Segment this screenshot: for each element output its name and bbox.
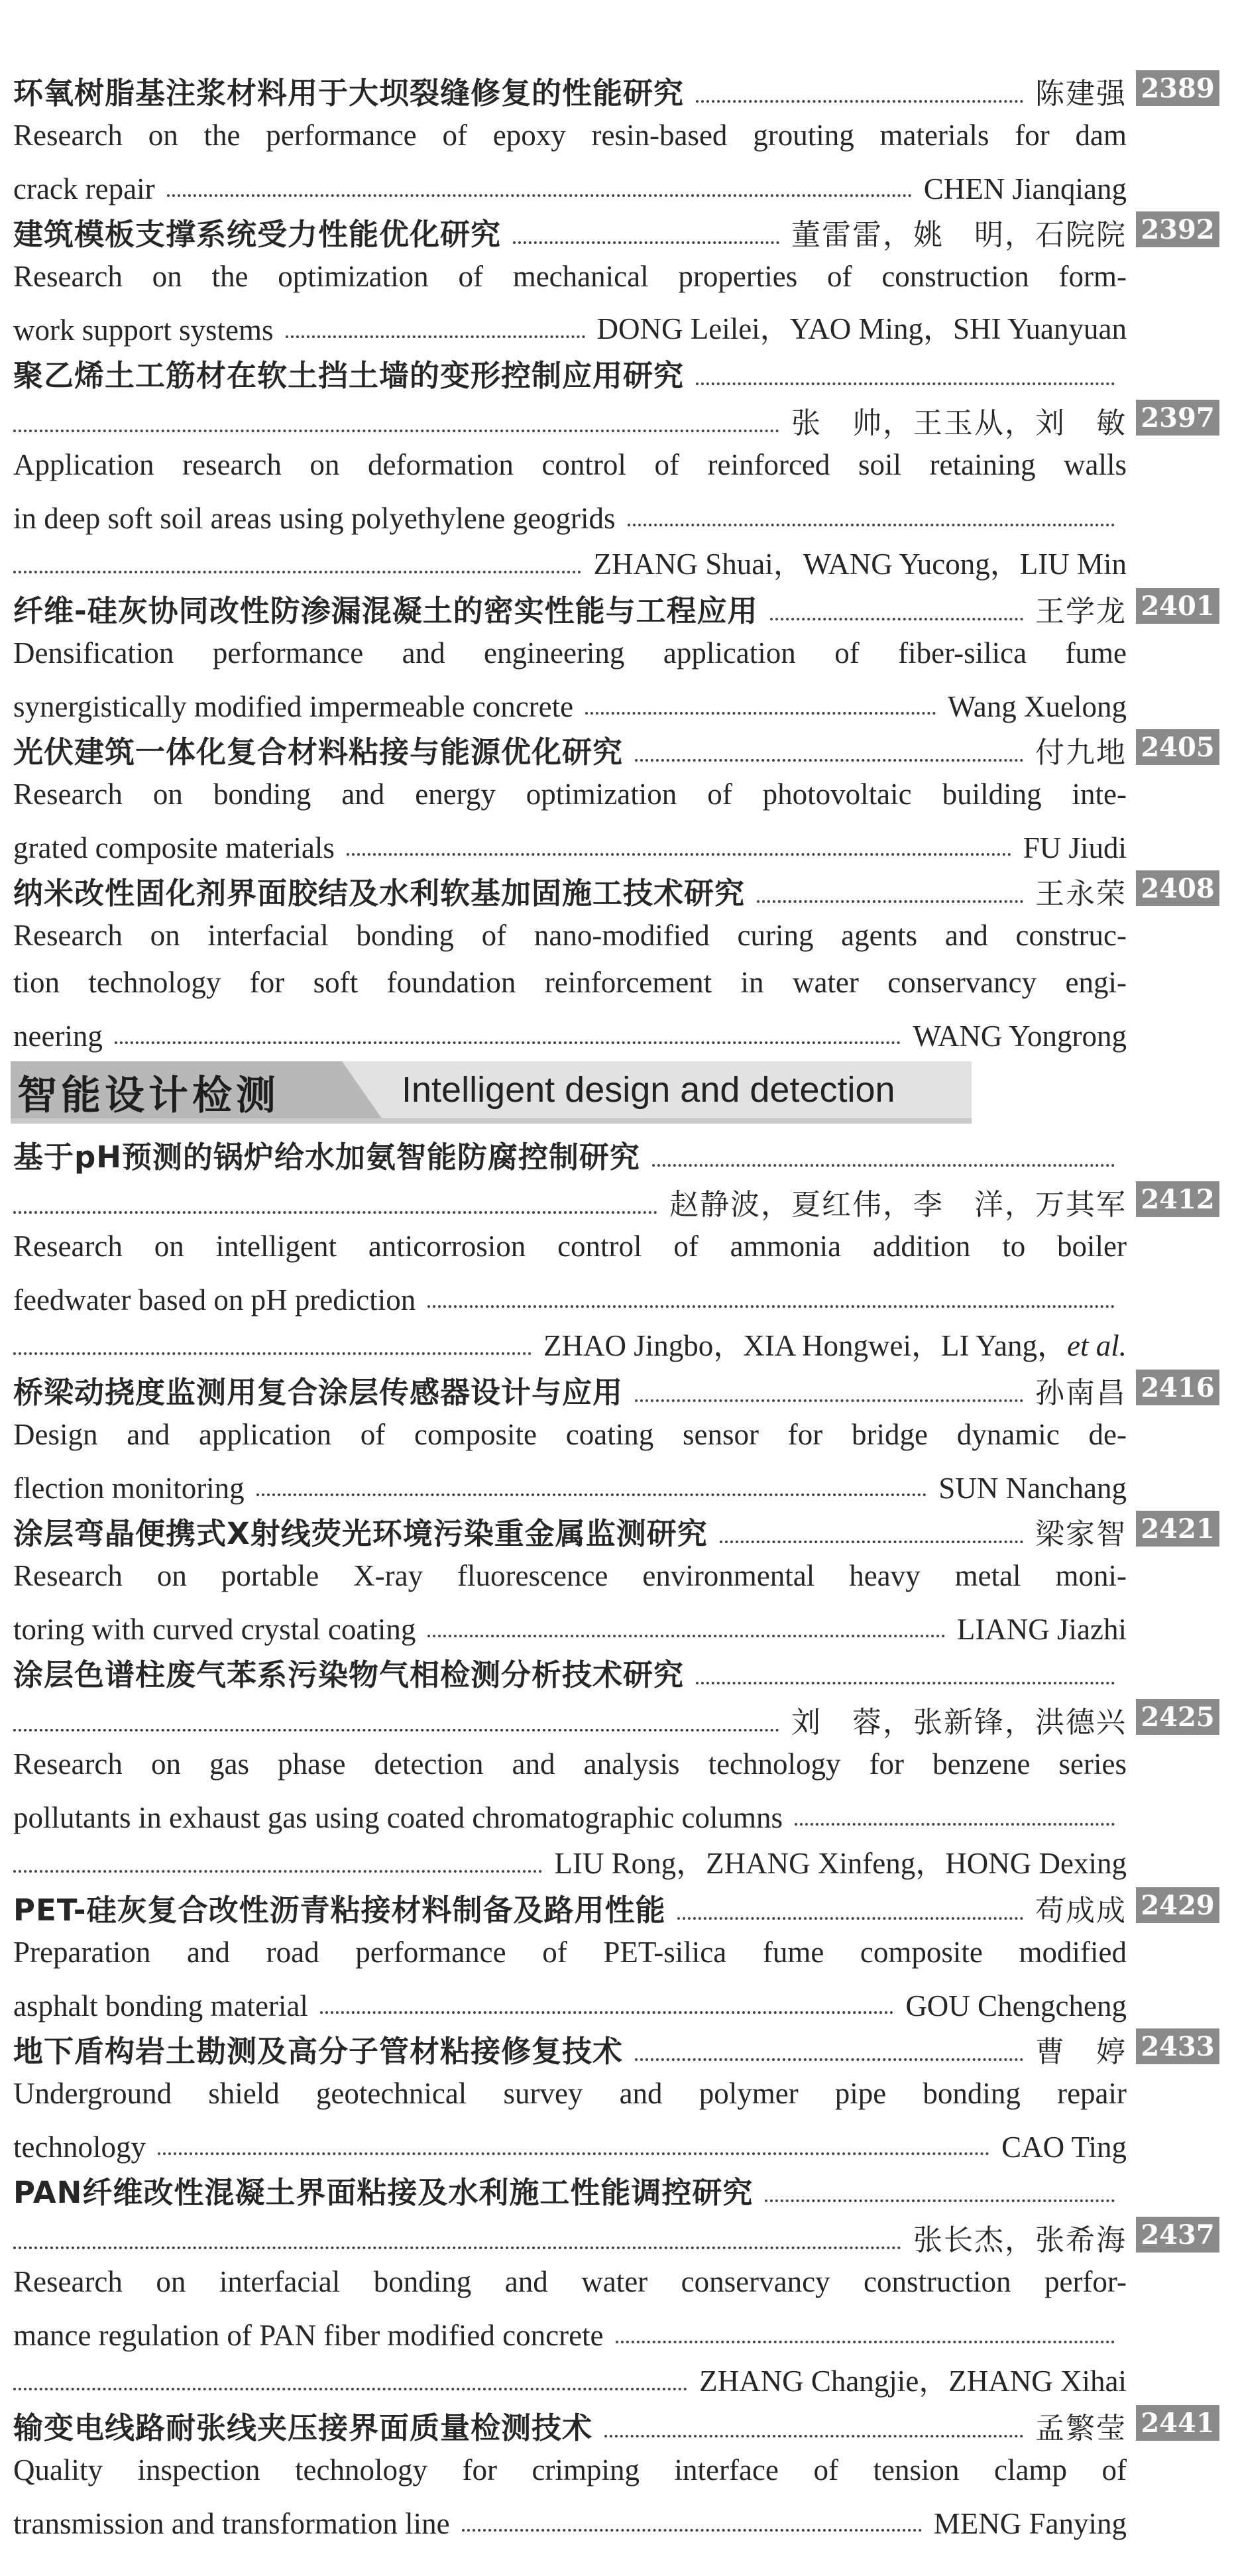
toc-entry[interactable] [13,1505,1215,1647]
page-number-badge[interactable]: 2392 [1136,211,1219,247]
entry-authors-en-main: ZHAO Jingbo，XIA Hongwei，LI Yang， [543,1329,1068,1362]
entry-authors-en: CAO Ting [1001,2131,1127,2164]
entry-authors-en: GOU Chengcheng [905,1989,1127,2022]
entry-title-en-line: Research on interfacial bonding and water conservancy construction perfor- [13,2265,1127,2298]
page-number-badge[interactable]: 2389 [1136,70,1219,106]
entry-authors-zh: 王学龙 [1035,595,1127,628]
leader-dots [616,2341,1115,2343]
leader-dots [770,618,1023,620]
leader-dots [462,2529,922,2532]
entry-title-zh: 聚乙烯土工筋材在软土挡土墙的变形控制应用研究 [13,358,685,393]
table-of-contents [13,65,1215,2541]
leader-dots [585,712,936,715]
entry-title-en-last: crack repair [13,172,155,205]
leader-dots [167,194,912,197]
entry-authors-zh: 孙南昌 [1035,1376,1127,1410]
page-number-badge[interactable]: 2416 [1136,1370,1219,1405]
leader-dots [427,1635,944,1637]
toc-entry[interactable] [13,1129,1215,1364]
entry-title-zh: 涂层弯晶便携式X射线荧光环境污染重金属监测研究 [13,1516,708,1551]
entry-title-en-line: Research on gas phase detection and analysis technology for benzene series [13,1747,1127,1781]
entry-title-en-line: Underground shield geotechnical survey and polymer pipe bonding repair [13,2077,1127,2110]
leader-dots [604,2435,1023,2437]
entry-authors-en: Wang Xuelong [947,690,1127,723]
entry-title-en-line: Quality inspection technology for crimping interface of tension clamp of [13,2453,1127,2487]
entry-title-en-last: asphalt bonding material [13,1989,308,2022]
leader-dots [720,1541,1023,1543]
leader-dots [513,241,779,244]
section-title-en: Intelligent design and detection [402,1070,895,1110]
leader-dots [628,524,1115,526]
entry-title-en-last: grated composite materials [13,831,335,864]
entry-title-en-last: work support systems [13,314,274,347]
leader-dots [757,900,1023,903]
leader-dots [158,2152,989,2155]
entry-title-en-last: flection monitoring [13,1472,245,1505]
entry-title-en-last: technology [13,2131,146,2164]
entry-title-en-line: Application research on deformation control of reinforced soil retaining walls [13,448,1127,481]
entry-title-en-last: in deep soft soil areas using polyethylene geogrids [13,502,616,535]
toc-entry[interactable] [13,347,1215,583]
leader-dots [256,1493,927,1496]
page-number-badge[interactable]: 2441 [1136,2405,1219,2441]
entry-authors-zh: 张长杰，张希海 [913,2223,1127,2257]
toc-entry[interactable] [13,865,1215,1053]
entry-title-zh: 涂层色谱柱废气苯系污染物气相检测分析技术研究 [13,1657,685,1692]
section-title-zh: 智能设计检测 [17,1073,280,1119]
leader-dots [795,1823,1115,1826]
entry-authors-en: ZHANG Changjie，ZHANG Xihai [699,2365,1127,2398]
entry-title-en-line: Research on the performance of epoxy resin-based grouting materials for dam [13,119,1127,152]
toc-entry[interactable] [13,724,1215,865]
entry-title-en-last: toring with curved crystal coating [13,1613,416,1646]
toc-entry[interactable] [13,1882,1215,2023]
toc-entry[interactable] [13,2164,1215,2400]
leader-dots [13,571,581,573]
leader-dots [347,853,1011,856]
leader-dots [635,2058,1023,2061]
page-number-badge[interactable]: 2425 [1136,1699,1219,1735]
entry-authors-zh: 王永荣 [1035,877,1127,911]
entry-title-zh: 光伏建筑一体化复合材料粘接与能源优化研究 [13,734,624,770]
entry-title-en-last: neering [13,1020,103,1053]
entry-title-en-last: synergistically modified impermeable concrete [13,690,574,723]
page-number-badge[interactable]: 2397 [1136,400,1219,436]
entry-authors-zh: 梁家智 [1035,1517,1127,1551]
leader-dots [13,1352,532,1355]
entry-authors-en: DONG Leilei，YAO Ming，SHI Yuanyuan [596,312,1127,345]
entry-authors-en: ZHANG Shuai，WANG Yucong，LIU Min [593,548,1127,581]
page-number-badge[interactable]: 2421 [1136,1511,1219,1547]
entry-title-en-line: Research on the optimization of mechanical properties of construction form- [13,260,1127,293]
entry-authors-en: LIANG Jiazhi [956,1613,1127,1646]
entry-title-zh: 基于pH预测的锅炉给水加氨智能防腐控制研究 [13,1140,640,1175]
entry-title-en-line: Research on interfacial bonding of nano-modified curing agents and construc- [13,919,1127,952]
entry-title-en-line: Densification performance and engineering application of fiber-silica fume [13,636,1127,670]
leader-dots [765,2199,1115,2202]
leader-dots [427,1305,1115,1308]
entry-authors-zh: 曹 婷 [1035,2035,1127,2069]
toc-entry[interactable] [13,206,1215,347]
entry-title-zh: 纳米改性固化剂界面胶结及水利软基加固施工技术研究 [13,876,746,911]
toc-entry[interactable] [13,1647,1215,1882]
leader-dots [652,1164,1115,1167]
entry-authors-en: CHEN Jianqiang [923,172,1127,205]
entry-title-en-line: tion technology for soft foundation reinforcement in water conservancy engi- [13,966,1127,999]
entry-authors-zh: 孟繁莹 [1035,2412,1127,2445]
entry-title-zh: 输变电线路耐张线夹压接界面质量检测技术 [13,2410,593,2445]
entry-title-en-line: Preparation and road performance of PET-silica fume composite modified [13,1936,1127,1969]
leader-dots [115,1041,901,1044]
entry-authors-en: SUN Nanchang [938,1472,1127,1505]
entry-title-en-line: Research on intelligent anticorrosion control of ammonia addition to boiler [13,1230,1127,1263]
page-number-badge[interactable]: 2429 [1136,1887,1219,1923]
toc-entry[interactable] [13,65,1215,206]
page-number-badge[interactable]: 2437 [1136,2217,1219,2253]
entry-title-zh: 环氧树脂基注浆材料用于大坝裂缝修复的性能研究 [13,76,685,111]
leader-dots [13,1870,542,1873]
page-number-badge[interactable]: 2408 [1136,870,1219,906]
entry-title-en-last: pollutants in exhaust gas using coated chromatographic columns [13,1801,783,1834]
leader-dots [696,100,1023,103]
entry-title-zh: PAN纤维改性混凝土界面粘接及水利施工性能调控研究 [13,2175,754,2210]
entry-authors-zh: 董雷雷，姚 明，石院院 [791,218,1127,252]
entry-authors-en: LIU Rong，ZHANG Xinfeng，HONG Dexing [554,1847,1127,1880]
entry-title-en-last: feedwater based on pH prediction [13,1283,416,1317]
leader-dots [677,1917,1023,1920]
leader-dots [13,1729,779,1731]
entry-authors-en-etal: et al. [1067,1329,1127,1362]
entry-authors-zh: 陈建强 [1035,77,1127,111]
entry-title-en-line: Design and application of composite coating sensor for bridge dynamic de- [13,1418,1127,1451]
page-number-badge[interactable]: 2412 [1136,1181,1219,1217]
entry-authors-zh: 刘 蓉，张新锋，洪德兴 [791,1706,1127,1739]
section-header [11,1061,1127,1128]
entry-title-zh: 地下盾构岩土勘测及高分子管材粘接修复技术 [13,2034,624,2069]
toc-entry[interactable] [13,583,1215,724]
entry-authors-en: MENG Fanying [933,2507,1127,2540]
entry-title-en-line: Research on bonding and energy optimization of photovoltaic building inte- [13,778,1127,811]
entry-authors-zh: 张 帅，王玉从，刘 敏 [791,406,1127,440]
entry-title-zh: 桥梁动挠度监测用复合涂层传感器设计与应用 [13,1375,624,1410]
leader-dots [13,2247,901,2249]
entry-authors-en [543,1321,1127,1364]
page-number-badge[interactable]: 2433 [1136,2028,1219,2064]
entry-authors-en: FU Jiudi [1023,831,1127,864]
entry-title-zh: PET-硅灰复合改性沥青粘接材料制备及路用性能 [13,1893,666,1928]
entry-authors-zh: 苟成成 [1035,1894,1127,1928]
toc-entry[interactable] [13,1364,1215,1505]
entry-authors-zh: 付九地 [1035,736,1127,770]
entry-title-en-last: transmission and transformation line [13,2507,450,2540]
page-number-badge[interactable]: 2405 [1136,729,1219,765]
leader-dots [13,430,779,432]
leader-dots [635,759,1023,762]
leader-dots [13,2388,687,2390]
entry-title-zh: 纤维-硅灰协同改性防渗漏混凝土的密实性能与工程应用 [13,593,758,628]
entry-title-zh: 建筑模板支撑系统受力性能优化研究 [13,217,502,252]
leader-dots [320,2011,893,2014]
leader-dots [635,1399,1023,1402]
entry-title-en-line: Research on portable X-ray fluorescence environmental heavy metal moni- [13,1559,1127,1592]
leader-dots [13,1211,657,1214]
leader-dots [696,382,1115,385]
entry-title-en-last: mance regulation of PAN fiber modified concrete [13,2319,604,2352]
entry-authors-zh: 赵静波，夏红伟，李 洋，万其军 [669,1188,1127,1222]
entry-authors-en: WANG Yongrong [913,1020,1127,1053]
toc-entry[interactable] [13,2023,1215,2164]
toc-entry[interactable] [13,2400,1215,2541]
leader-dots [286,335,585,338]
page-number-badge[interactable]: 2401 [1136,588,1219,624]
leader-dots [696,1682,1115,1684]
